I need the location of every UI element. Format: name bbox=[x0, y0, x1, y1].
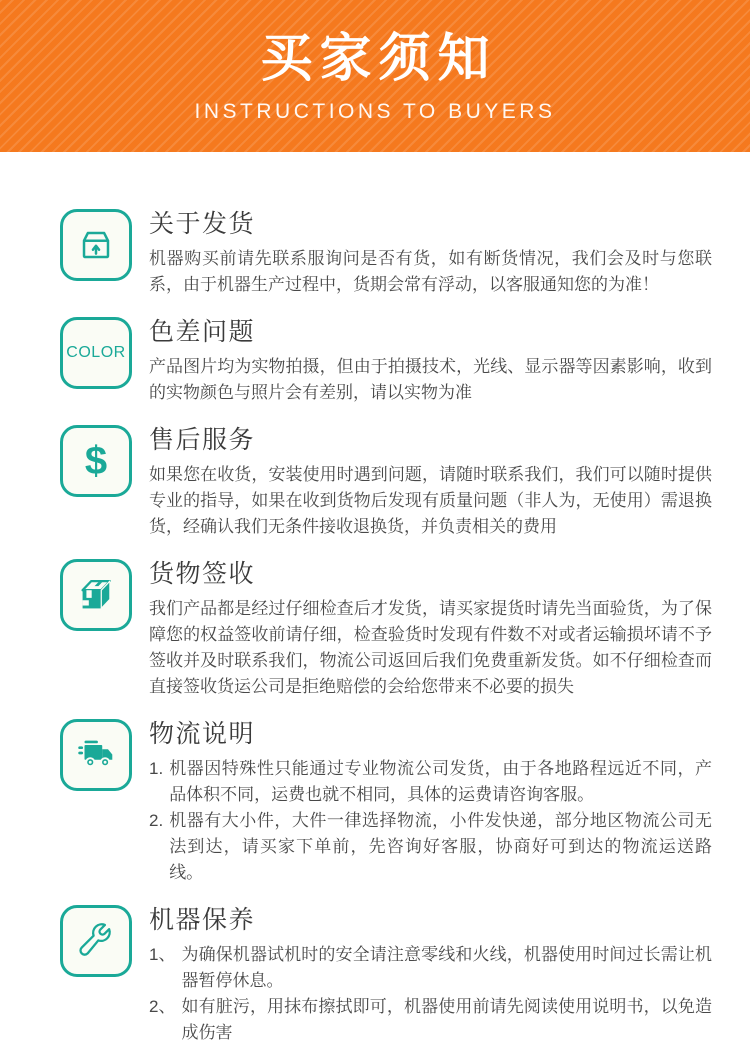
notice-section-goods-receipt bbox=[60, 559, 712, 700]
header-banner bbox=[0, 0, 750, 152]
list-text: 如有脏污，用抹布擦拭即可，机器使用前请先阅读使用说明书，以免造成伤害 bbox=[181, 997, 712, 1042]
section-title: 色差问题 bbox=[149, 318, 256, 346]
after-sales-icon-tile bbox=[60, 425, 132, 497]
section-text: 机器购买前请先联系服询问是否有货，如有断货情况，我们会及时与您联系，由于机器生产过程中，货期会常有浮动，以客服通知您的为准！ bbox=[149, 249, 712, 294]
logistics-icon-tile bbox=[60, 719, 132, 791]
section-text: 产品图片均为实物拍摄，但由于拍摄技术，光线、显示器等因素影响，收到的实物颜色与照片会有差别，请以实物为准 bbox=[149, 357, 712, 402]
goods-receipt-icon-tile bbox=[60, 559, 132, 631]
list-marker: 2. bbox=[149, 811, 164, 830]
truck-icon bbox=[73, 732, 119, 778]
list-marker: 1. bbox=[149, 759, 164, 778]
notice-section-shipping bbox=[60, 209, 712, 298]
list-text: 机器有大小件，大件一律选择物流，小件发快递，部分地区物流公司无法到达，请买家下单前，先咨询好客服，协商好可到达的物流运送路线。 bbox=[169, 811, 712, 882]
list-item bbox=[149, 756, 712, 808]
page-subtitle: INSTRUCTIONS TO BUYERS bbox=[194, 99, 556, 123]
package-3d-icon bbox=[73, 572, 119, 618]
list-text: 为确保机器试机时的安全请注意零线和火线，机器使用时间过长需让机器暂停休息。 bbox=[181, 945, 712, 990]
section-text: 如果您在收货，安装使用时遇到问题，请随时联系我们，我们可以随时提供专业的指导，如果在收到货物后发现有质量问题（非人为，无使用）需退换货，经确认我们无条件接收退换货，并负责相关的费用 bbox=[149, 465, 712, 536]
wrench-icon bbox=[73, 918, 119, 964]
color-swatch-icon: COLOR bbox=[66, 344, 126, 361]
shipping-icon-tile bbox=[60, 209, 132, 281]
section-title: 物流说明 bbox=[149, 720, 256, 748]
section-title: 货物签收 bbox=[149, 560, 256, 588]
page-title: 买家须知 bbox=[260, 29, 497, 88]
notice-section-maintenance bbox=[60, 905, 712, 1046]
list-item bbox=[149, 808, 712, 886]
section-title: 机器保养 bbox=[149, 906, 256, 934]
list-item bbox=[149, 994, 712, 1046]
notice-section-after-sales bbox=[60, 425, 712, 540]
section-title: 关于发货 bbox=[149, 210, 256, 238]
color-icon-tile bbox=[60, 317, 132, 389]
notice-section-color-difference bbox=[60, 317, 712, 406]
list-marker: 2、 bbox=[149, 997, 176, 1016]
notice-section-logistics bbox=[60, 719, 712, 886]
logistics-notes bbox=[149, 756, 712, 886]
maintenance-icon-tile bbox=[60, 905, 132, 977]
section-title: 售后服务 bbox=[149, 426, 256, 454]
maintenance-notes bbox=[149, 942, 712, 1046]
notice-list-container bbox=[0, 152, 750, 1046]
list-item bbox=[149, 942, 712, 994]
section-text: 我们产品都是经过仔细检查后才发货，请买家提货时请先当面验货，为了保障您的权益签收前请仔细，检查验货时发现有件数不对或者运输损坏请不予签收并及时联系我们，物流公司返回后我们免费重新发货。如不仔细检查而直接签收货运公司是拒绝赔偿的会给您带来不必要的损失 bbox=[149, 599, 712, 696]
list-text: 机器因特殊性只能通过专业物流公司发货，由于各地路程远近不同，产品体积不同，运费也就不相同，具体的运费请咨询客服。 bbox=[169, 759, 712, 804]
package-icon bbox=[73, 222, 119, 268]
dollar-icon: $ bbox=[84, 439, 108, 483]
list-marker: 1、 bbox=[149, 945, 176, 964]
